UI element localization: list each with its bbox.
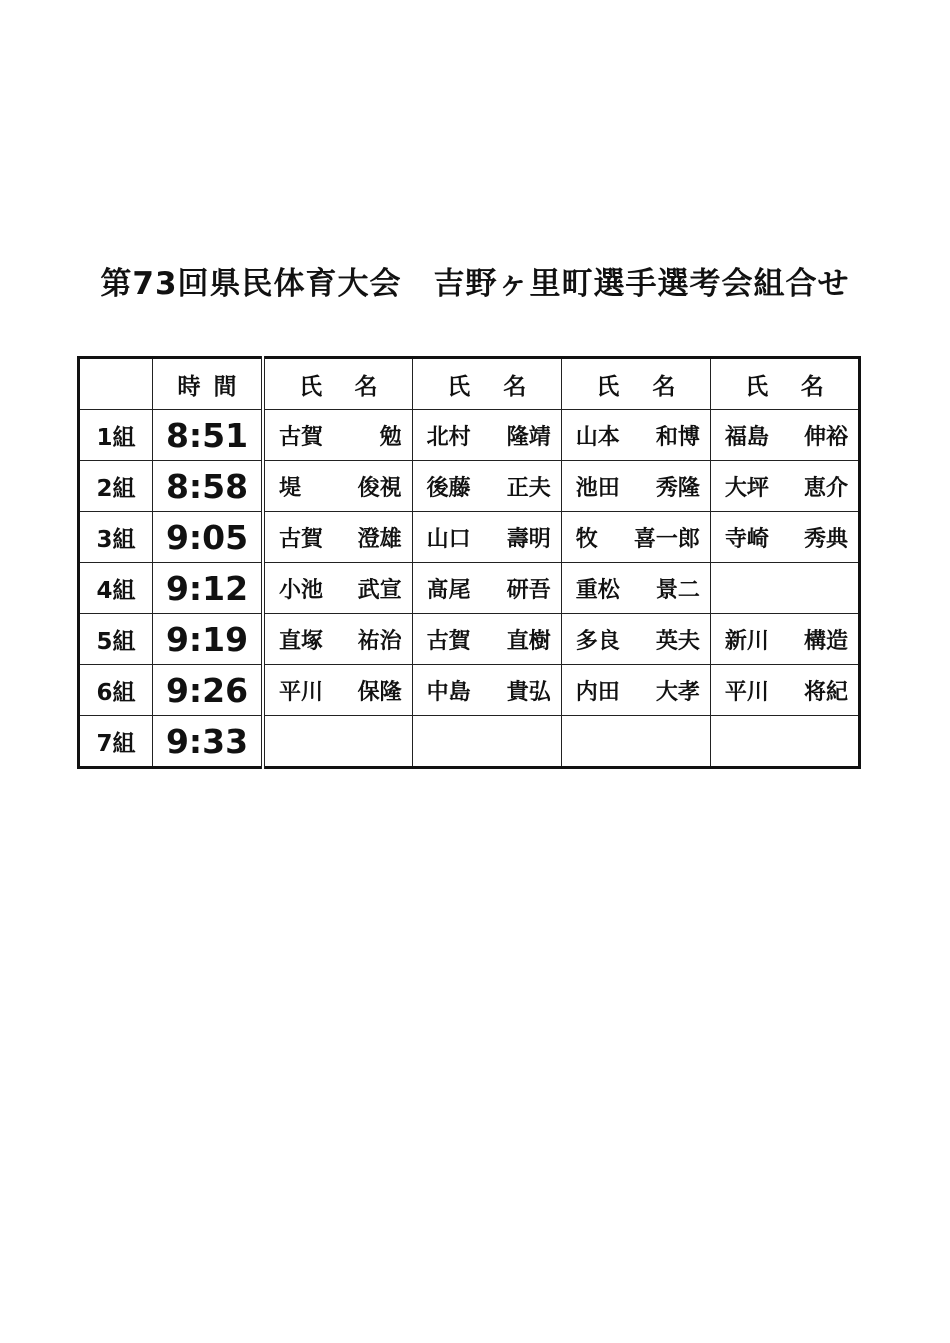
- player-cell: [710, 410, 859, 461]
- player-cell: [263, 461, 412, 512]
- player-surname: 平川: [279, 679, 324, 705]
- player-given-name: 和博: [655, 424, 700, 450]
- player-given-name: 将紀: [803, 679, 848, 705]
- player-given-name: 隆靖: [506, 424, 551, 450]
- header-name-2: [412, 358, 561, 410]
- player-given-name: 祐治: [357, 628, 402, 654]
- header-name-char: 名: [800, 373, 824, 400]
- player-cell: [710, 665, 859, 716]
- player-surname: 後藤: [426, 475, 471, 501]
- player-surname: 平川: [724, 679, 769, 705]
- player-given-name: 正夫: [506, 475, 551, 501]
- group-label: 3組: [79, 512, 153, 563]
- header-name-char: 氏: [596, 373, 620, 400]
- player-given-name: 壽明: [506, 526, 551, 552]
- header-name-char: 氏: [299, 373, 323, 400]
- header-name-char: 氏: [447, 373, 471, 400]
- player-cell: [710, 512, 859, 563]
- player-surname: 寺崎: [724, 526, 769, 552]
- player-cell: [412, 665, 561, 716]
- player-surname: 新川: [724, 628, 769, 654]
- player-cell: [412, 716, 561, 768]
- player-cell: [412, 614, 561, 665]
- start-time: 8:58: [153, 461, 264, 512]
- player-given-name: 研吾: [506, 577, 551, 603]
- player-surname: 直塚: [279, 628, 324, 654]
- player-given-name: 秀隆: [655, 475, 700, 501]
- player-surname: 中島: [426, 679, 471, 705]
- group-label: 5組: [79, 614, 153, 665]
- start-time: 8:51: [153, 410, 264, 461]
- player-surname: 古賀: [279, 424, 324, 450]
- start-time: 9:19: [153, 614, 264, 665]
- start-time: 9:26: [153, 665, 264, 716]
- player-cell: [561, 461, 710, 512]
- table-header-row: [79, 358, 860, 410]
- player-cell: [561, 512, 710, 563]
- player-cell: [412, 410, 561, 461]
- player-cell: [561, 716, 710, 768]
- header-name-char: 名: [354, 373, 378, 400]
- player-given-name: 恵介: [803, 475, 848, 501]
- player-surname: 堤: [279, 475, 302, 501]
- player-given-name: 構造: [803, 628, 848, 654]
- player-given-name: 澄雄: [357, 526, 402, 552]
- player-surname: 池田: [575, 475, 620, 501]
- table-row: [79, 614, 860, 665]
- table-row: [79, 716, 860, 768]
- group-label: 4組: [79, 563, 153, 614]
- group-label: 6組: [79, 665, 153, 716]
- header-time: [153, 358, 264, 410]
- player-given-name: 秀典: [803, 526, 848, 552]
- player-given-name: 英夫: [655, 628, 700, 654]
- player-cell: [561, 410, 710, 461]
- header-name-1: [263, 358, 412, 410]
- player-given-name: 大孝: [655, 679, 700, 705]
- player-surname: 髙尾: [426, 577, 471, 603]
- player-cell: [412, 512, 561, 563]
- player-cell: [561, 563, 710, 614]
- header-name-4: [710, 358, 859, 410]
- player-cell: [710, 461, 859, 512]
- player-given-name: 貴弘: [506, 679, 551, 705]
- table-row: [79, 512, 860, 563]
- document-title: 第73回県民体育大会 吉野ヶ里町選手選考会組合せ: [100, 266, 850, 302]
- player-cell: [263, 563, 412, 614]
- player-given-name: 俊視: [357, 475, 402, 501]
- player-surname: 内田: [575, 679, 620, 705]
- player-surname: 北村: [426, 424, 471, 450]
- player-surname: 小池: [279, 577, 324, 603]
- player-given-name: 武宣: [357, 577, 402, 603]
- player-cell: [561, 665, 710, 716]
- player-cell: [710, 716, 859, 768]
- player-surname: 重松: [575, 577, 620, 603]
- player-cell: [412, 563, 561, 614]
- player-surname: 牧: [575, 526, 598, 552]
- table-row: [79, 461, 860, 512]
- player-cell: [561, 614, 710, 665]
- player-cell: [412, 461, 561, 512]
- header-name-char: 名: [503, 373, 527, 400]
- player-given-name: 直樹: [506, 628, 551, 654]
- player-surname: 山本: [575, 424, 620, 450]
- header-name-char: 氏: [745, 373, 769, 400]
- player-given-name: 保隆: [357, 679, 402, 705]
- header-empty-cell: [79, 358, 153, 410]
- player-cell: [263, 512, 412, 563]
- player-surname: 古賀: [279, 526, 324, 552]
- player-cell: [263, 614, 412, 665]
- header-name-3: [561, 358, 710, 410]
- player-given-name: 勉: [379, 424, 402, 450]
- group-label: 1組: [79, 410, 153, 461]
- player-given-name: 喜一郎: [633, 526, 700, 552]
- player-given-name: 景二: [655, 577, 700, 603]
- player-surname: 古賀: [426, 628, 471, 654]
- player-surname: 多良: [575, 628, 620, 654]
- schedule-table: [77, 356, 861, 769]
- player-surname: 山口: [426, 526, 471, 552]
- table-row: [79, 665, 860, 716]
- start-time: 9:05: [153, 512, 264, 563]
- header-time-char: 間: [213, 373, 237, 400]
- player-cell: [710, 563, 859, 614]
- player-cell: [263, 665, 412, 716]
- player-cell: [710, 614, 859, 665]
- player-cell: [263, 410, 412, 461]
- player-cell: [263, 716, 412, 768]
- start-time: 9:33: [153, 716, 264, 768]
- player-surname: 福島: [724, 424, 769, 450]
- header-name-char: 名: [652, 373, 676, 400]
- table-row: [79, 563, 860, 614]
- player-surname: 大坪: [724, 475, 769, 501]
- player-given-name: 伸裕: [803, 424, 848, 450]
- start-time: 9:12: [153, 563, 264, 614]
- group-label: 7組: [79, 716, 153, 768]
- group-label: 2組: [79, 461, 153, 512]
- header-time-char: 時: [177, 373, 201, 400]
- table-row: [79, 410, 860, 461]
